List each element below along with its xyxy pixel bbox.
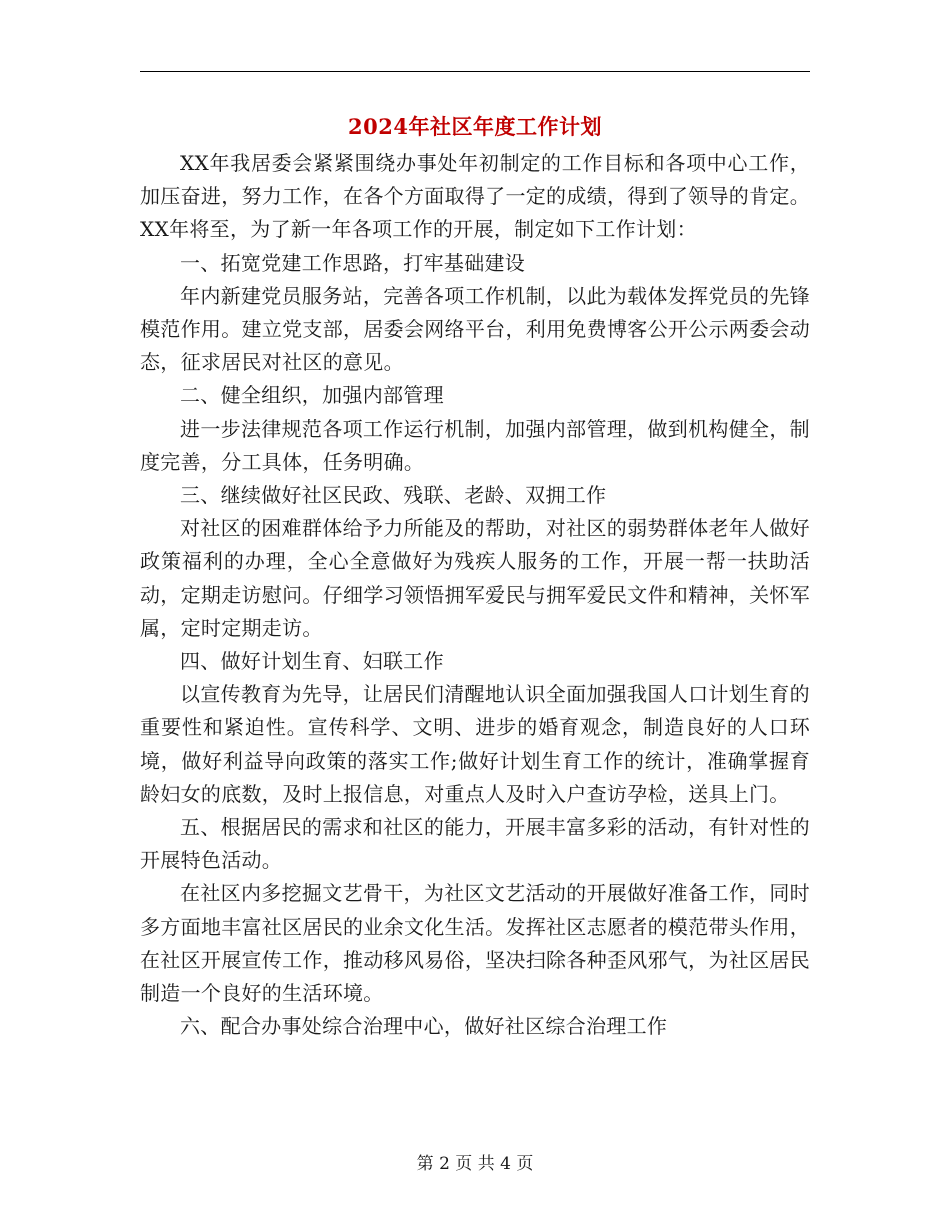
document-body: [140, 147, 810, 1043]
paragraph-3: 对社区的困难群体给予力所能及的帮助，对社区的弱势群体老年人做好政策福利的办理，全心全意做好为残疾人服务的工作，开展一帮一扶助活动，定期走访慰问。仔细学习领悟拥军爱民与拥军爱民文件和精神，关怀军属，定时定期走访。: [140, 516, 810, 640]
paragraph-5: 在社区内多挖掘文艺骨干，为社区文艺活动的开展做好准备工作，同时多方面地丰富社区居民的业余文化生活。发挥社区志愿者的模范带头作用，在社区开展宣传工作，推动移风易俗，坚决扫除各种歪风邪气，为社区居民制造一个良好的生活环境。: [140, 881, 810, 1006]
paragraph-intro: XX年我居委会紧紧围绕办事处年初制定的工作目标和各项中心工作，加压奋进，努力工作，在各个方面取得了一定的成绩，得到了领导的肯定。XX年将至，为了新一年各项工作的开展，制定如下工作计划：: [140, 151, 810, 242]
section-heading-5: 五、根据居民的需求和社区的能力，开展丰富多彩的活动，有针对性的开展特色活动。: [140, 815, 810, 873]
document-title: 2024年社区年度工作计划: [348, 114, 602, 139]
page-footer: [140, 1152, 810, 1176]
section-heading-4: 四、做好计划生育、妇联工作: [180, 649, 444, 674]
section-heading-2: 二、健全组织，加强内部管理: [180, 383, 444, 408]
section-heading-3: 三、继续做好社区民政、残联、老龄、双拥工作: [180, 483, 607, 508]
section-heading-1: 一、拓宽党建工作思路，打牢基础建设: [180, 250, 526, 275]
paragraph-4: 以宣传教育为先导，让居民们清醒地认识全面加强我国人口计划生育的重要性和紧迫性。宣传科学、文明、进步的婚育观念，制造良好的人口环境，做好利益导向政策的落实工作;做好计划生育工作的统计，准确掌握育龄妇女的底数，及时上报信息，对重点人及时入户查访孕检，送具上门。: [140, 682, 810, 806]
header-rule: [140, 71, 810, 72]
paragraph-1: 年内新建党员服务站，完善各项工作机制，以此为载体发挥党员的先锋模范作用。建立党支部，居委会网络平台，利用免费博客公开公示两委会动态，征求居民对社区的意见。: [140, 283, 810, 375]
section-heading-6: 六、配合办事处综合治理中心，做好社区综合治理工作: [180, 1014, 668, 1039]
paragraph-2: 进一步法律规范各项工作运行机制，加强内部管理，做到机构健全，制度完善，分工具体，任务明确。: [140, 416, 810, 474]
page-number-label: 第 2 页 共 4 页: [416, 1154, 534, 1174]
